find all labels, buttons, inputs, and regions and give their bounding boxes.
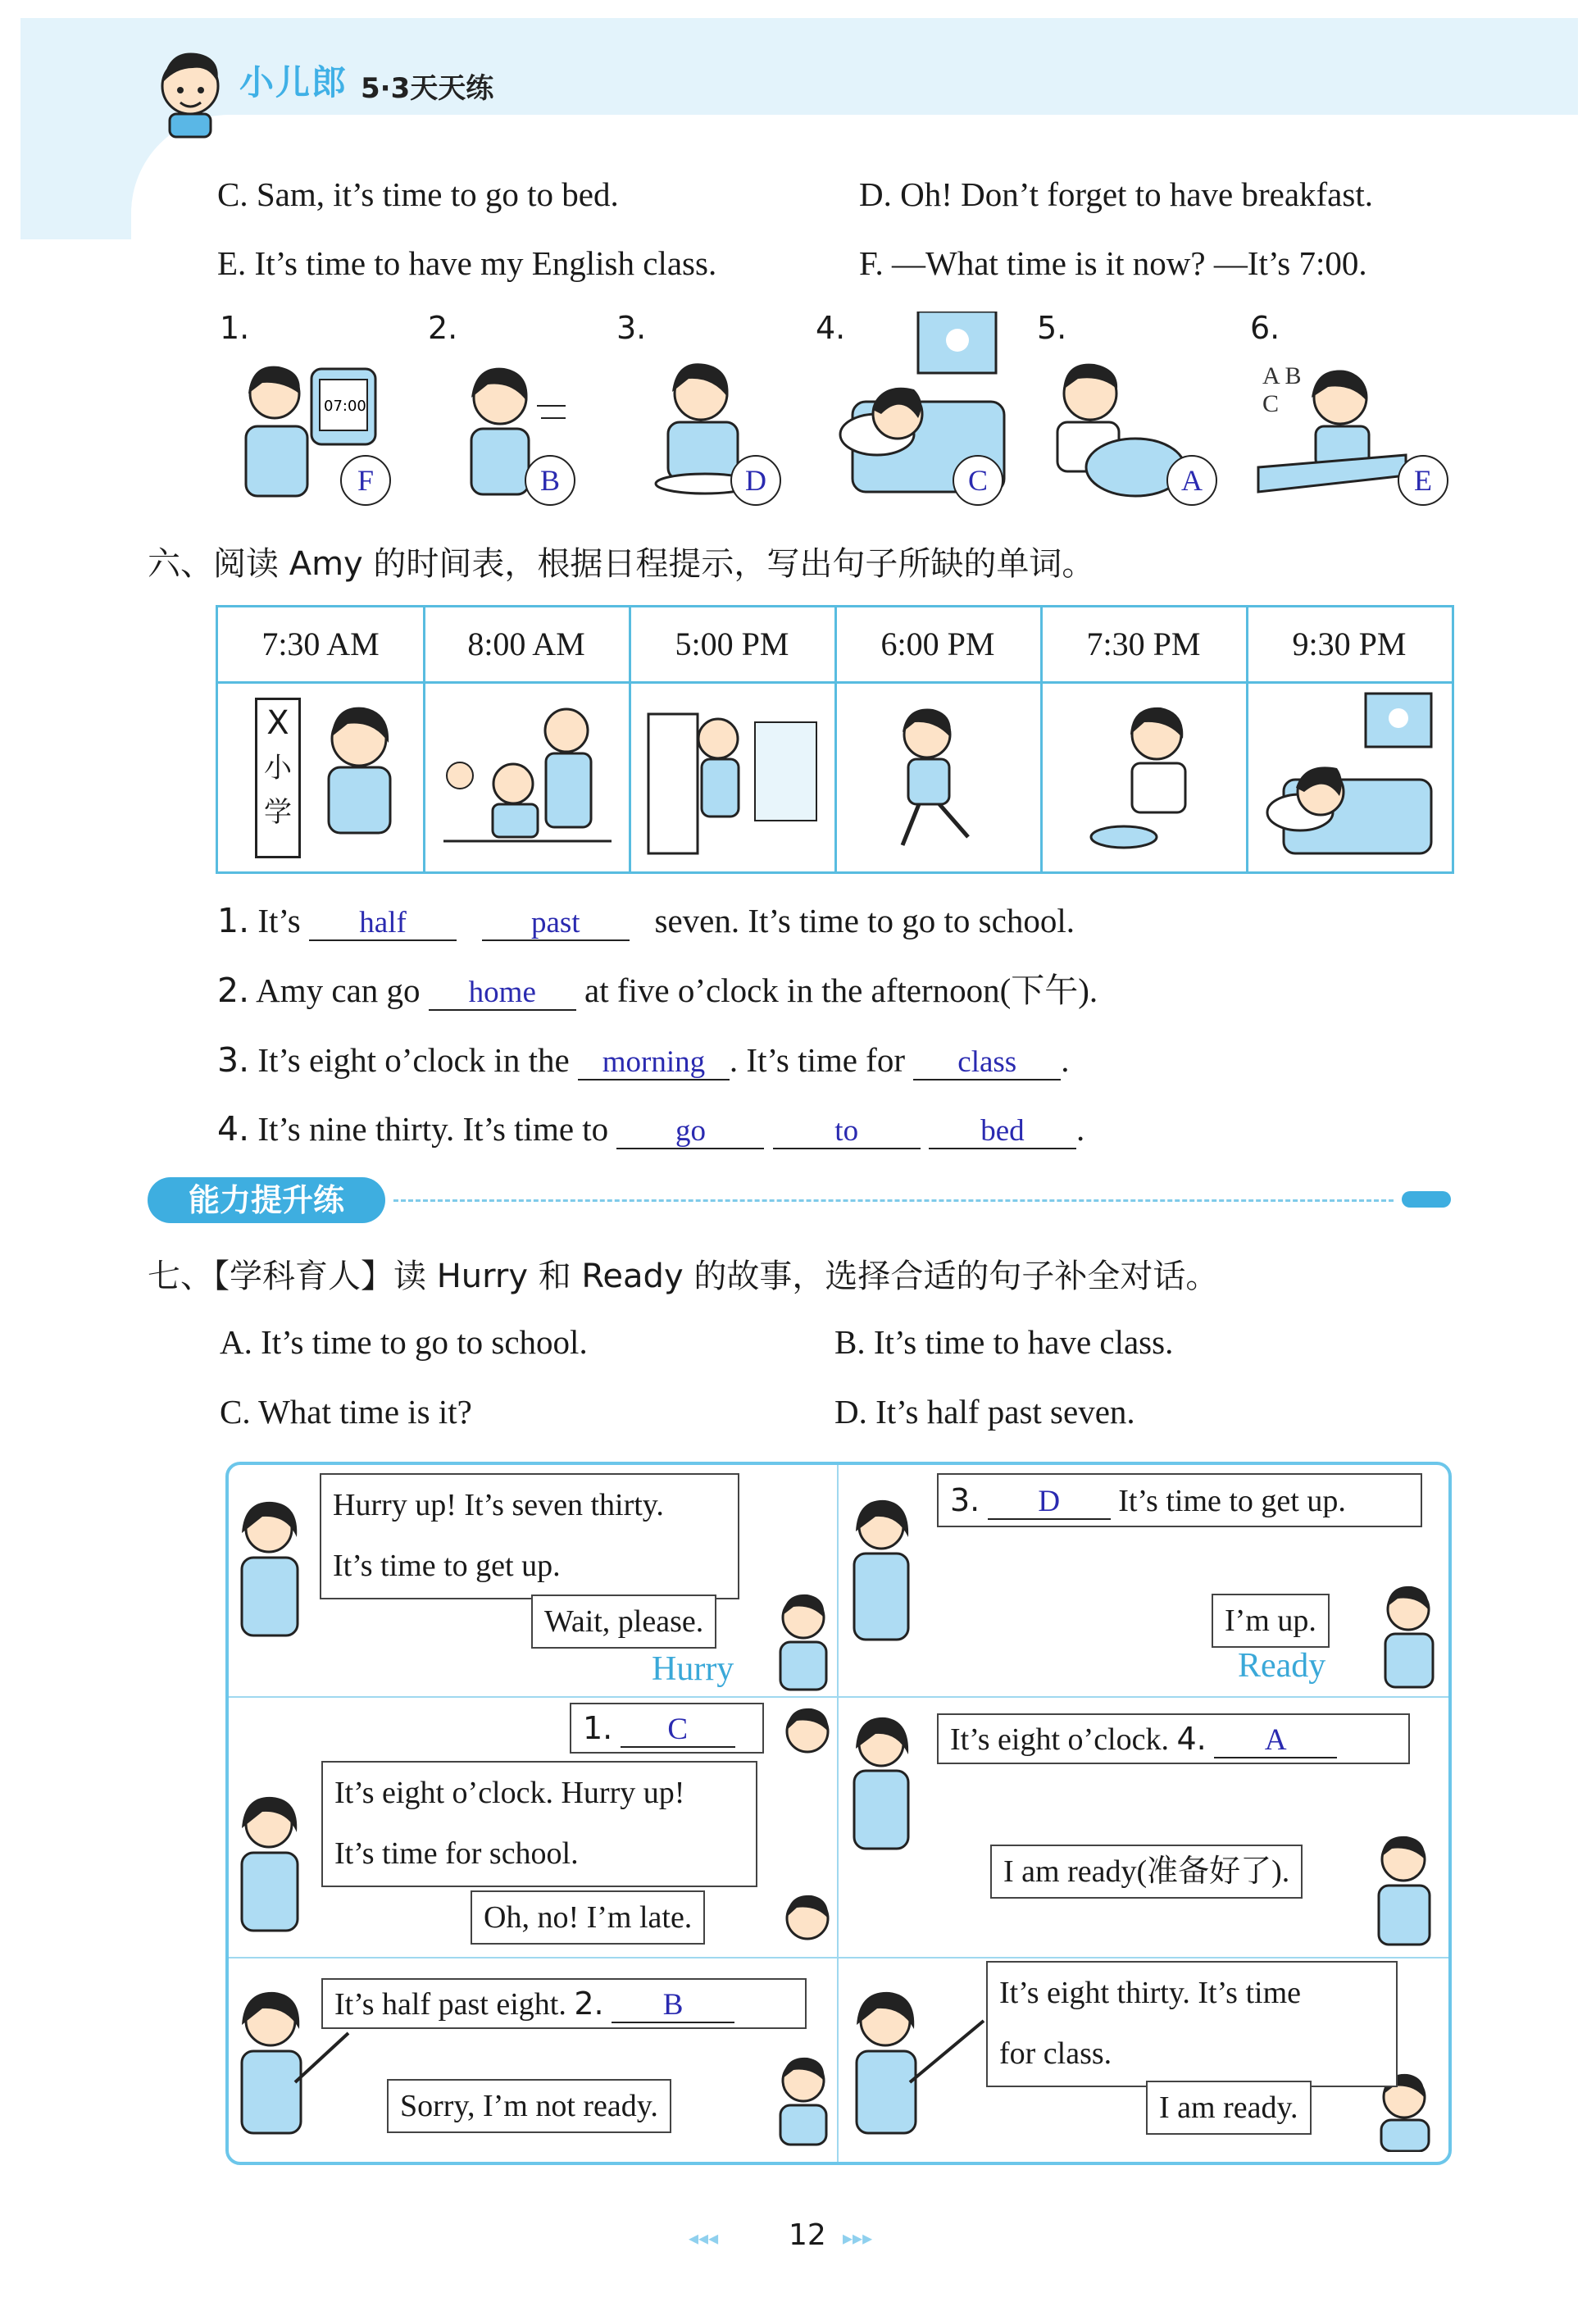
panel-1-line-1: Hurry up! It’s seven thirty. [333, 1488, 664, 1522]
q6-3-blank-2[interactable]: class [913, 1046, 1061, 1080]
q6-4-blank-1[interactable]: go [616, 1115, 764, 1149]
class-illustration [435, 698, 620, 862]
picture-3-number: 3. [616, 310, 647, 346]
comic-vertical-divider [837, 1465, 839, 2162]
q6-1-blank-1[interactable]: half [309, 907, 457, 941]
teacher-2-illustration [844, 1492, 918, 1648]
footer-right-arrows: ▸▸▸ [843, 2227, 873, 2250]
picture-2-number: 2. [428, 310, 458, 346]
question-6-3 [217, 1039, 1070, 1080]
ready-name-label: Ready [1238, 1647, 1326, 1685]
hurry-name-label: Hurry [652, 1650, 734, 1688]
option-d: D. Oh! Don’t forget to have breakfast. [859, 175, 1373, 213]
option-7-d: D. It’s half past seven. [834, 1393, 1135, 1431]
question-6-4 [217, 1108, 1084, 1149]
answer-circle-4: C [953, 455, 1003, 506]
panel-6-line-2: for class. [999, 2036, 1112, 2071]
hurry-boy-3-illustration [779, 1886, 836, 1951]
q6-1-blank-2[interactable]: past [482, 907, 630, 941]
teacher-4-illustration [844, 1709, 918, 1853]
series-title: 5·3天天练 [361, 72, 494, 105]
page-number: 12 [789, 2218, 826, 2252]
question-6-2 [217, 970, 1098, 1011]
q6-2-post: at five o’clock in the afternoon(下午). [584, 971, 1098, 1009]
q6-3-pre: It’s eight o’clock in the [257, 1041, 570, 1079]
panel-5-hurry-bubble: Sorry, I’m not ready. [387, 2079, 671, 2133]
panel-3-line-2: It’s time for school. [334, 1836, 579, 1871]
answer-circle-3: D [730, 455, 781, 506]
panel-1-hurry-bubble: Wait, please. [531, 1594, 716, 1649]
ready-boy-1-illustration [1369, 1578, 1443, 1693]
panel-6-teacher-bubble [986, 1961, 1398, 2087]
option-7-c: C. What time is it? [220, 1393, 472, 1431]
section-7-title: 七、【学科育人】读 Hurry 和 Ready 的故事，选择合适的句子补全对话。 [148, 1258, 1219, 1295]
q6-2-blank-1[interactable]: home [429, 976, 576, 1011]
comic-horizontal-divider-1 [229, 1696, 1448, 1698]
q6-4-blank-3[interactable]: bed [929, 1115, 1076, 1149]
panel-5-teacher-bubble [321, 1978, 807, 2029]
panel-5-pre: It’s half past eight. [334, 1987, 566, 2022]
hurry-boy-2-illustration [779, 1699, 836, 1764]
panel-2-ready-bubble: I’m up. [1212, 1594, 1330, 1648]
option-7-b: B. It’s time to have class. [834, 1323, 1174, 1361]
panel-4-number: 4. [1176, 1721, 1207, 1757]
panel-1-teacher-bubble [320, 1473, 739, 1599]
answer-circle-1: F [340, 455, 391, 506]
q6-4-number: 4. [217, 1109, 250, 1149]
boy-waking-up-illustration [1037, 353, 1184, 500]
girl-having-dinner-illustration [1058, 698, 1230, 862]
girl-going-to-bed-illustration [1259, 689, 1439, 862]
q6-1-post: seven. It’s time to go to school. [654, 902, 1075, 939]
time-cell-4: 6:00 PM [880, 626, 995, 662]
answer-circle-5: A [1166, 455, 1217, 506]
panel-3-line-1: It’s eight o’clock. Hurry up! [334, 1776, 685, 1810]
panel-5-blank[interactable]: B [612, 1989, 734, 2023]
panel-3-blank[interactable]: C [621, 1713, 735, 1748]
section-6-title: 六、阅读 Amy 的时间表，根据日程提示，写出句子所缺的单词。 [148, 545, 1095, 583]
teacher-1-illustration [230, 1492, 307, 1644]
q6-1-number: 1. [217, 901, 250, 940]
q6-2-pre: Amy can go [256, 971, 421, 1009]
girl-in-class-illustration [1254, 361, 1410, 500]
panel-3-number: 1. [583, 1710, 613, 1746]
teacher-3-illustration [230, 1787, 307, 1935]
q6-3-number: 3. [217, 1040, 250, 1080]
abc-letters: A B C [1262, 362, 1302, 417]
time-cell-1: 7:30 AM [261, 626, 380, 662]
time-cell-6: 9:30 PM [1292, 626, 1407, 662]
time-cell-5: 7:30 PM [1086, 626, 1201, 662]
girl-running-illustration [857, 698, 1021, 862]
panel-2-number: 3. [950, 1482, 980, 1518]
q6-3-blank-1[interactable]: morning [578, 1046, 730, 1080]
teacher-6-illustration [844, 1984, 988, 2140]
panel-4-pre: It’s eight o’clock. [950, 1722, 1169, 1757]
panel-4-teacher-bubble [937, 1713, 1410, 1764]
picture-1-number: 1. [220, 310, 250, 346]
brand-logo: 小儿郎 [239, 62, 348, 102]
q6-4-blank-2[interactable]: to [773, 1115, 921, 1149]
comic-horizontal-divider-2 [229, 1957, 1448, 1958]
panel-4-blank[interactable]: A [1214, 1724, 1337, 1758]
panel-2-blank[interactable]: D [988, 1485, 1111, 1520]
panel-3-hurry-bubble: Oh, no! I’m late. [471, 1890, 705, 1945]
panel-6-ready-bubble: I am ready. [1146, 2081, 1312, 2135]
ready-boy-2-illustration [1361, 1828, 1443, 1951]
divider-end-icon [1402, 1191, 1451, 1208]
panel-1-line-2: It’s time to get up. [333, 1549, 561, 1583]
panel-5-number: 2. [574, 1986, 604, 2022]
q6-4-post: . [1075, 1110, 1085, 1148]
panel-2-after: It’s time to get up. [1118, 1484, 1346, 1518]
q6-4-pre: It’s nine thirty. It’s time to [257, 1110, 609, 1148]
q6-3-post: . [1061, 1041, 1070, 1079]
footer-left-arrows: ◂◂◂ [689, 2227, 719, 2250]
q6-2-number: 2. [217, 971, 250, 1010]
panel-3-teacher-bubble [321, 1761, 757, 1887]
question-6-1 [217, 900, 1075, 941]
timetable [216, 605, 1454, 874]
option-7-a: A. It’s time to go to school. [220, 1323, 588, 1361]
picture-6-number: 6. [1250, 310, 1280, 346]
panel-3-hurry-question-bubble [570, 1703, 764, 1754]
mascot-icon [152, 45, 230, 139]
q6-1-pre: It’s [257, 902, 301, 939]
option-c: C. Sam, it’s time to go to bed. [217, 175, 619, 213]
picture-5-number: 5. [1037, 310, 1067, 346]
picture-row [0, 303, 1596, 516]
option-f: F. —What time is it now? —It’s 7:00. [859, 244, 1367, 282]
time-cell-3: 5:00 PM [675, 626, 789, 662]
school-sign [255, 698, 301, 858]
girl-going-home-illustration [640, 698, 825, 862]
panel-4-ready-bubble: I am ready(准备好了). [990, 1845, 1303, 1899]
watch-time: 07:00 [324, 398, 366, 415]
panel-6-line-1: It’s eight thirty. It’s time [999, 1976, 1301, 2010]
school-sign-xiao: 小 [264, 752, 292, 785]
school-sign-xue: 学 [264, 796, 292, 829]
q6-3-mid: . It’s time for [729, 1041, 905, 1079]
picture-4-number: 4. [816, 310, 846, 346]
option-e: E. It’s time to have my English class. [217, 244, 717, 282]
girl-at-school-illustration [308, 698, 415, 862]
answer-circle-2: B [525, 455, 575, 506]
hurry-boy-1-illustration [771, 1586, 836, 1693]
ability-badge: 能力提升练 [148, 1177, 385, 1223]
answer-circle-6: E [1398, 455, 1448, 506]
school-sign-x: X [266, 704, 289, 742]
section-6-title-marker [148, 538, 197, 579]
time-cell-2: 8:00 AM [467, 626, 585, 662]
hurry-boy-4-illustration [771, 2049, 836, 2148]
panel-2-teacher-bubble [937, 1473, 1422, 1527]
dashed-divider [393, 1199, 1394, 1202]
